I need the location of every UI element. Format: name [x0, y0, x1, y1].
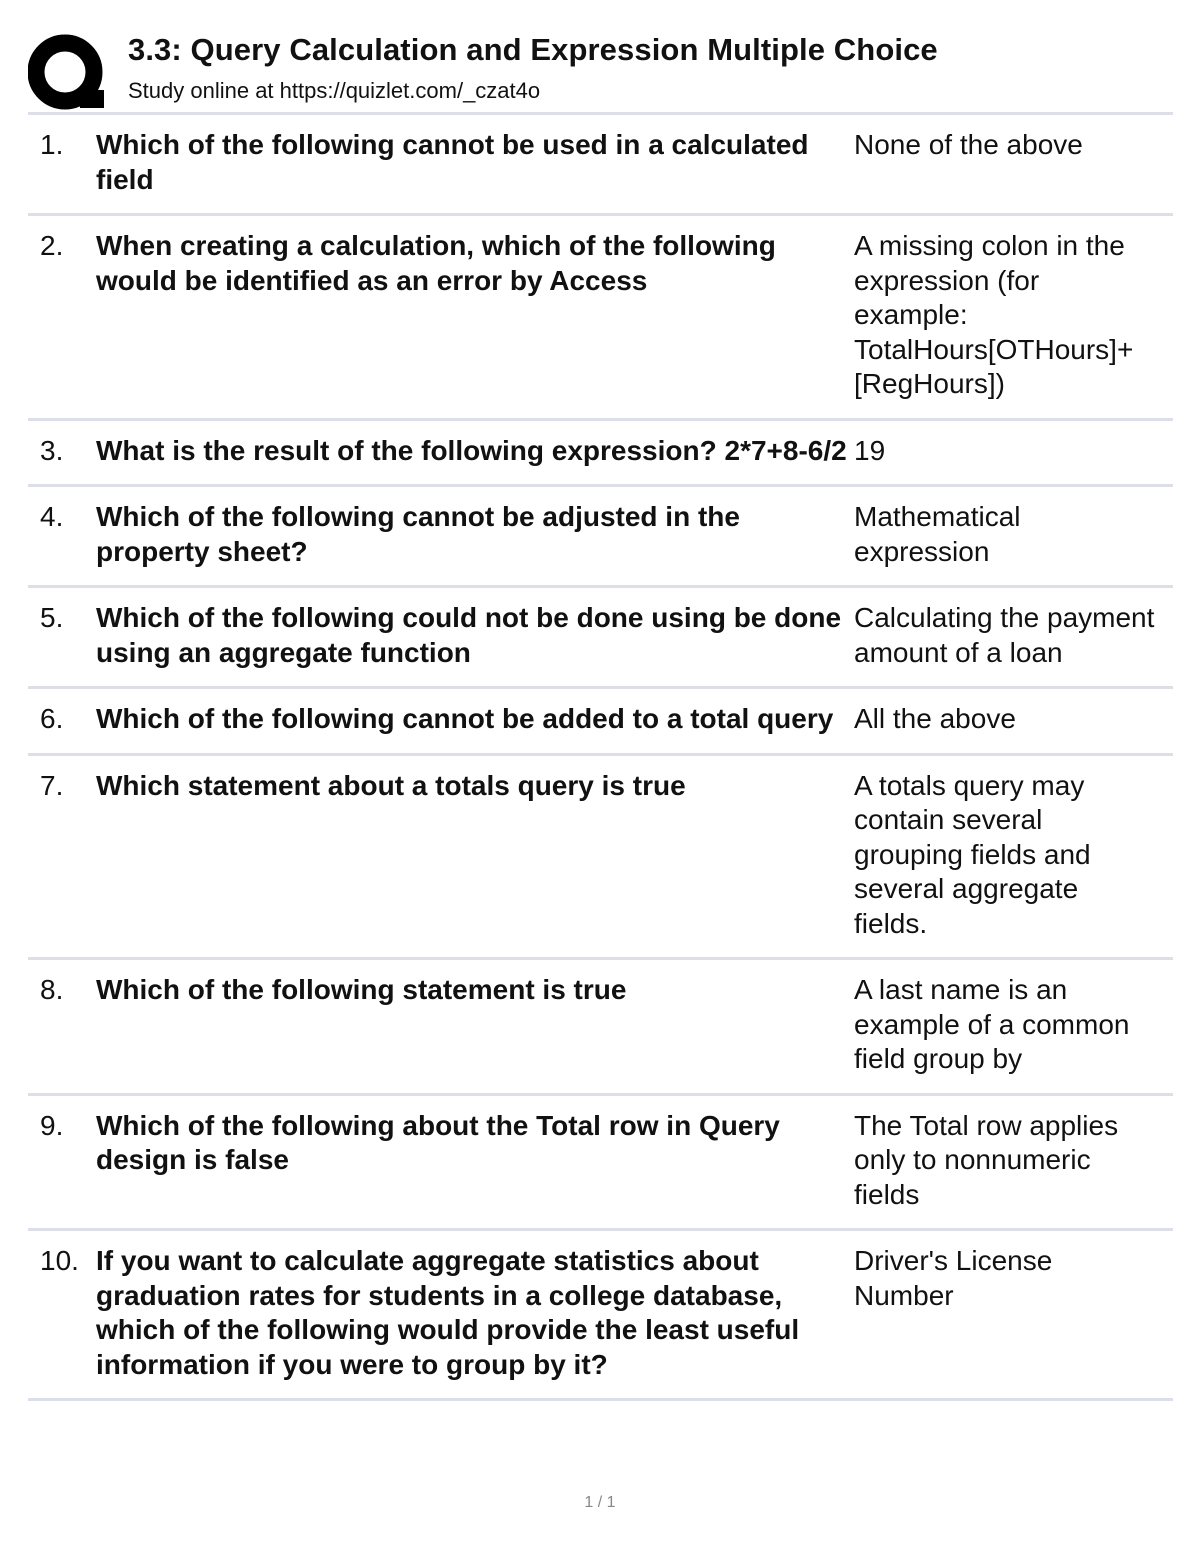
flashcard-row [28, 421, 1173, 488]
card-definition: Calculating the payment amount of a loan [854, 602, 1155, 668]
card-number: 7. [40, 769, 64, 801]
card-definition: A totals query may contain several grouping fields and several aggregate fields. [854, 769, 1091, 939]
card-term: Which of the following statement is true [96, 974, 627, 1005]
study-link[interactable]: Study online at https://quizlet.com/_czat4o [128, 78, 541, 103]
card-definition: Mathematical expression [854, 501, 1021, 567]
flashcard-row [28, 689, 1173, 756]
flashcard-row [28, 960, 1173, 1096]
card-term: Which of the following cannot be adjusted in the property sheet? [96, 501, 740, 567]
flashcard-row [28, 1096, 1173, 1232]
page-number: 1 / 1 [584, 1494, 616, 1511]
card-term: When creating a calculation, which of the following would be identified as an error by Access [96, 230, 776, 296]
card-number: 2. [40, 230, 64, 261]
card-number: 4. [40, 501, 64, 532]
card-term: Which of the following could not be done using be done using an aggregate function [96, 602, 842, 668]
card-number: 3. [40, 434, 64, 466]
flashcard-row [28, 756, 1173, 961]
flashcard-row [28, 115, 1173, 216]
card-term: Which of the following cannot be used in a calculated field [96, 129, 809, 195]
card-term: If you want to calculate aggregate statistics about graduation rates for students in a college database, which of the following would provide the least useful information if you were to group by it? [96, 1245, 800, 1380]
card-definition: A missing colon in the expression (for example: TotalHours[OTHours]+[RegHours]) [854, 230, 1134, 399]
flashcard-row [28, 216, 1173, 421]
card-definition: Driver's License Number [854, 1245, 1053, 1311]
card-definition: All the above [854, 703, 1016, 734]
card-number: 10. [40, 1245, 79, 1276]
card-number: 9. [40, 1109, 64, 1141]
card-term: What is the result of the following expression? 2*7+8-6/2 [96, 434, 847, 466]
page-header [28, 28, 1178, 112]
flashcard-row [28, 588, 1173, 689]
page-title: 3.3: Query Calculation and Expression Multiple Choice [128, 32, 938, 67]
card-definition: None of the above [854, 129, 1083, 160]
card-definition: A last name is an example of a common field group by [854, 974, 1130, 1074]
flashcard-row [28, 487, 1173, 588]
flashcard-list [28, 112, 1173, 1401]
card-number: 5. [40, 602, 64, 633]
card-definition: The Total row applies only to nonnumeric fields [854, 1109, 1119, 1210]
quizlet-q-icon [28, 32, 108, 112]
card-number: 8. [40, 974, 64, 1005]
card-term: Which of the following cannot be added to a total query [96, 703, 834, 734]
card-term: Which of the following about the Total row in Query design is false [96, 1109, 780, 1175]
card-number: 1. [40, 129, 64, 160]
card-term: Which statement about a totals query is true [96, 769, 686, 801]
card-number: 6. [40, 703, 64, 734]
flashcard-row [28, 1231, 1173, 1401]
card-definition: 19 [854, 434, 886, 466]
